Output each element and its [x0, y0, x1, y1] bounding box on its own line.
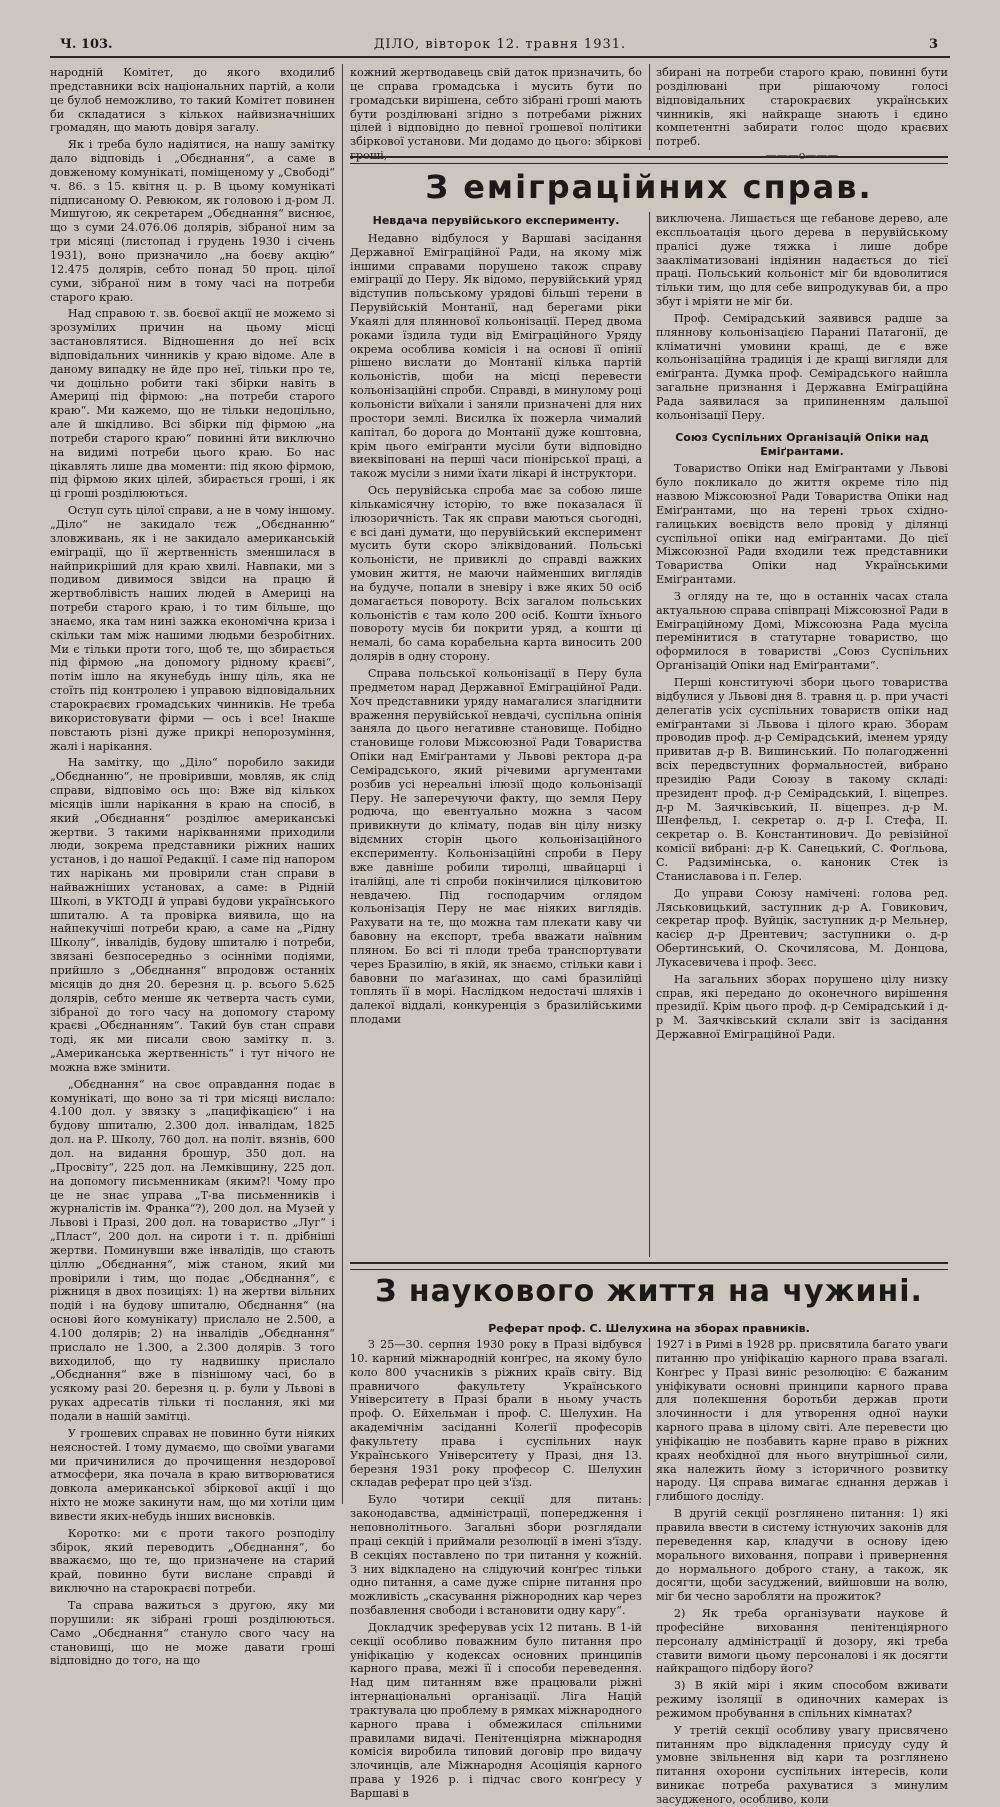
emigration-paragraph: Проф. Семірадський заявився радше за пляннову кольонізацією Параниі Патагонії, де кліматичні умовини кращі, де є вже кольонізаційна традиція і де кращі вигляди для еміґранта. Думка проф. Семірадського найшла загальне признання і Державна Еміграційна Рада заявилася за припиненням дальшої кольонізації Перу.	[656, 311, 948, 422]
column-rule	[649, 64, 650, 150]
science-paragraph: З 25—30. серпня 1930 року в Празі відбувся 10. карний міжнародній конґрес, на якому було коло 800 учасників з ріжних країв світу. Від правничого факультету Українського Університету в Празі брали в ньому участь проф. О. Ейхельман і проф. С. Шелухин. На академічнім засіданні Колеґії професорів факультету права і суспільних наук Українського Університету у Празі, дня 13. березня 1931 року професор С. Шелухин складав реферат про цей з'їзд.	[350, 1338, 642, 1490]
emigration-middle-column	[350, 212, 642, 1254]
science-paragraph: 3) В якій мірі і яким способом вживати режиму ізоляції в одиночних камерах із режимом пробування в спільних кімнатах?	[656, 1679, 948, 1720]
left-column	[50, 66, 335, 1668]
section-headline-emigration: З еміграційних справ.	[425, 168, 873, 206]
science-paragraph: У третій секції особливу увагу присвячено питанням про відкладення присуду суду й умовне звільнення від кари та розглянено питання охорони суспільних інтересів, коли виникає потреба рахуватися з минулим засудженого, особливо, коли	[656, 1723, 948, 1806]
page-number: 3	[928, 37, 938, 52]
section-headline-science: З наукового життя на чужині.	[375, 1274, 923, 1309]
sub-headline: Невдача перувійського експерименту.	[372, 214, 620, 227]
continued-paragraph: кожний жертводавець свій даток призначить, бо це справа громадська і мусить бути по громадськи вирішена, себто зібрані гроші мають бути розділювані згідно з потребами ріжних цілей і відповідно до певної грошевої політики збіркової установи. Ми додамо до цього: збіркові гроші,	[350, 66, 642, 163]
emigration-paragraph: Товариство Опіки над Еміґрантами у Львові було покликало до життя окреме тіло під назвою Міжсоюзної Ради Товариства Опіки над Еміґрантами, що на терені трьох східно-галицьких воєвідств вело провід у ділянці суспільної опіки над еміґрантами. До цієї Міжсоюзної Ради входили теж представники Товариства Опіки над Українськими Еміґрантами.	[656, 462, 948, 587]
left-paragraph: У грошевих справах не повинно бути ніяких неясностей. І тому думаємо, що своїми увагами ми причинилися до прочищення нездорової атмосфери, яка почала в краю витворюватися довкола американської збіркової акції і що ніхто не може закинути нам, що ми хотіли цим вивести яких-небудь інших висновків.	[50, 1426, 335, 1523]
emigration-paragraph: З огляду на те, що в останніх часах стала актуальною справа співпраці Міжсоюзної Ради в Еміграційному Домі, Міжсоюзна Рада мусіла перемінитися в статутарне товариство, що оформилося в товаристві „Союз Суспільних Організацій Опіки над Еміґрантами“.	[656, 589, 948, 673]
top-middle-text	[350, 66, 642, 163]
science-paragraph: Докладчик зреферував усіх 12 питань. В 1-ій секції особливо поважним було питання про уніфікацію у кодексах основних принципів карного права, межі її і способи переведення. Над цим питанням вже працювали ріжні інтернаціональні організації. Ліга Націй трактувала цю проблему в рямках міжнародного карного права і обмежилася спільними правилами видачі. Пенітенціярна міжнародня комісія виробила типовий договір про видачу злочинців, але Міжнародня Асоціяція карного права у 1926 р. і підчас свого конґресу у Варшаві в	[350, 1620, 642, 1800]
left-paragraph: Коротко: ми є проти такого розподілу збірок, який переводить „Обєднання“, бо вважаємо, що те, що призначене на старий край, повинно бути вислане справді й виключно на старокраєві потреби.	[50, 1526, 335, 1596]
left-paragraph: Та справа важиться з другою, яку ми порушили: як зібрані гроші розділюються. Само „Обєднання“ стануло свого часу на становищі, що не може давати гроші відповідно до того, на що	[50, 1598, 335, 1668]
emigration-paragraph: На загальних зборах порушено цілу низку справ, які передано до оконечного вирішення президії. Крім цього проф. д-р Семірадський і д-р М. Заячківський склали звіт із засідання Державної Еміграційної Ради.	[656, 972, 948, 1042]
science-paragraph: Було чотири секції для питань: законодавства, адміністрації, попередження і неповнолітнього. Загальні збори розглядали праці секцій і приймали резолюції в імені з'їзду. В секціях поставлено по три питання у кожній. З них відкладено на слідуючий конґрес тільки одно питання, а саме дуже спірне питання про можливість „скасування ріжнородних кар через позбавлення свободи і встановити одну кару“.	[350, 1493, 642, 1618]
page-header	[50, 34, 950, 58]
sub-headline: Реферат проф. С. Шелухина на зборах правників.	[488, 1322, 810, 1335]
section-divider	[350, 1262, 948, 1270]
ornament: ———o———	[765, 149, 839, 163]
issue-number: Ч. 103.	[60, 37, 113, 52]
emigration-right-column	[656, 212, 948, 1254]
emigration-paragraph: Перші конституючі збори цього товариства відбулися у Львові дня 8. травня ц. р. при участі делегатів усіх суспільних товариств опіки над еміґрантами зі Львова і цілого краю. Зборам проводив проф. д-р Семірадський, іменем уряду привитав д-р В. Вишинський. По полагодженні всіх передвступних формальностей, вибрано президію Ради Союзу в такому складі: президент проф. д-р Семірадський, І. віцепрез. д-р М. Заячківський, ІІ. віцепрез. д-р М. Шенфельд, І. секретар о. д-р І. Стефа, ІІ. секретар о. В. Константинович. До ревізійної комісії вибрані: д-р К. Санецький, С. Фоґльова, С. Радзимінська, о. каноник Стек із Станиславова і п. Гелер.	[656, 676, 948, 883]
science-paragraph: 1927 і в Римі в 1928 рр. присвятила багато уваги питанню про уніфікацію карного права взагалі. Конґрес у Празі виніс резолюцію: Є бажаним уніфікувати основні принципи карного права для полекшення боротьби держав проти злочинности і для утворення одної науки карного права в цілому світі. Але перевести цю уніфікацію не позбавить карне право в ріжних краях необхідної для нього внутрішньої сили, яка належить йому з історичного розвитку народу. Ця справа вимагає єднання держав і глибшого досліду.	[656, 1338, 948, 1504]
sub-headline: Союз Суспільних Організацій Опіки над Еміґрантами.	[675, 430, 929, 458]
left-paragraph: „Обєднання“ на своє оправдання подає в комунікаті, що воно за ті три місяці вислало: 4.100 дол. у звязку з „пацифікацією“ і на будову шпиталю, 2.300 дол. інвалідам, 1825 дол. на Р. Школу, 760 дол. на політ. вязнів, 600 дол. на видання брошур, 350 дол. на „Просвіту“, 225 дол. на Лемківщину, 225 дол. на допомогу письменникам (яким?! Чому про це не знає управа „Т-ва письменників і журналістів ім. Франка“?), 200 дол. на Музей у Львові і Празі, 200 дол. на товариство „Луг“ і „Пласт“, 200 дол. на сироти і т. п. дрібніші жертви. Поминувши вже інвалідів, що стають ціллю „Обєднання“, між станом, який ми провірили і тим, що подає „Обєднання“, є ріжниця в двох позиціях: 1) на жертви вільних подій і на будову шпиталю, Обєднання“ (на основі його комунікату) прислало не 2.500, а 4.100 долярів; 2) на інвалідів „Обєднання“ прислало не 1.300, а 2.300 долярів. З того виходилоб, що ту надвишку прислало „Обєднання“ вже в пізнішому часі, бо в усякому разі 20. березня ц. р. були у Львові в руках адресатів тільки ті послання, які ми подали в нашій замітці.	[50, 1077, 335, 1423]
left-paragraph: Оступ суть цілої справи, а не в чому іншому. „Діло“ не закидало тєж „Обєднанню“ зловживань, як і не закидало американській еміграції, що її жертвенність зменшилася в найприкріший для краю хвилі. Навпаки, ми з подивом дивимося звідси на працю й жертвоблівість наших людей в Америці на потреби старого краю, і то тим більше, що знаємо, яка там нині зажка економічна криза і скільки там між нашими людьми безробітних. Ми є тільки проти того, щоб те, що збирається під фірмою „на допомогу рідному краєві“, потім ішло на якунебудь іншу ціль, яка не стоїть під контролею і управою відповідальних старокраєвих громадських чинників. Не треба використовувати фірми — ось і все! Інакше повстають різні дуже прикрі непорозуміння, жалі і нарікання.	[50, 504, 335, 753]
left-paragraph: Як і треба було надіятися, на нашу замітку дало відповідь і „Обєднання“, а саме в довженому комунікаті, поміщеному у „Свободі“ ч. 86. з 15. квітня ц. р. В цьому комунікаті підписаному О. Ревюком, як головою і д-ром Л. Мишугою, як секретарем „Обєднання“ виснює, що з суми 24.076.06 долярів, зібраної ним за три місяці (листопад і грудень 1930 і січень 1931), воно призначило „на боєву акцію“ 12.475 долярів, себто понад 50 проц. цілої суми, зібраної ним в тому часі на потреби старого краю.	[50, 138, 335, 304]
science-middle-column	[350, 1338, 642, 1800]
emigration-paragraph: Ось перувійська спроба має за собою лише кількамісячну історію, то вже показалася її ілюзоричність. Так як справи маються сьогодні, є всі дані думати, що перувійський експеримент мусить бути скоро зліквідований. Польські кольоністи, не привиклі до справді важких умовин життя, не маючи найменших виглядів на будуче, попали в зневіру і вже яких 50 осіб домагається повороту. Всіх загалом польських кольоністів є там коло 200 осіб. Кошти їхнього повороту мусів би покрити уряд, а кошти ці немалі, бо сама корабельна карта виносить 200 долярів в одну сторону.	[350, 484, 642, 664]
left-paragraph: Над справою т. зв. боєвої акції не можемо зі зрозумілих причин на цьому місці застановлятися. Відношення до неї всіх відповідальних чинників у краю відоме. Але в даному випадку не йде про неї, тільки про те, чи доцільно робити такі збірки навіть в Америці під фірмою: „на потреби старого краю“. Ми кажемо, що не тільки недоцільно, але й шкідливо. Всі збірки під фірмою „на потреби старого краю“ повинні йти виключно на видимі потреби цього краю. Бо нас цікавлять лише два моменти: під якою фірмою, під фірмою яких цілей, збирається гроші, і як ці гроші розділюються.	[50, 307, 335, 501]
masthead: ДІЛО, вівторок 12. травня 1931.	[373, 37, 627, 52]
section-divider	[350, 156, 948, 164]
science-paragraph: 2) Як треба організувати наукове й професійне виховання пенітенціярного персоналу адміністрації й дозору, які треба ставити вимоги цьому персоналові і як досягти найкращого підбору його?	[656, 1607, 948, 1676]
science-paragraph: В другій секції розглянено питання: 1) які правила ввести в систему істнуючих законів для переведення кар, кладучи в основу ідею морального виховання, поправи і привернення до нормального доброго стану, а також, як досягти, щоби засуджений, вийшовши на волю, міг би чесно заробляти на прожиток?	[656, 1507, 948, 1604]
science-right-column	[656, 1338, 948, 1806]
emigration-paragraph: виключена. Лишається ще гебанове дерево, але експльоатація цього дерева в перувійському пралісі дуже тяжка і лише добре заакліматизовані індіянин надається до тієї праці. Польський кольоніст міг би вдоволитися тільки тим, що для себе випродукував би, а про збут і мріяти не міг би.	[656, 212, 948, 309]
left-paragraph: На замітку, що „Діло“ поробило закиди „Обєднанню“, не провіривши, мовляв, як слід справи, відповімо ось що: Вже від кількох місяців ішли нарікання в краю на спосіб, в який „Обєднання“ розділює американські жертви. З такими нарікваннями приходили люди, зокрема представники ріжних наших установ, і до нашої Редакції. І саме під напором тих нарікань ми провірили стан справи в найважніших установах, а саме: в Рідній Школі, в УКТОДІ й управі будови українського шпиталю. А та провірка виявила, що на найпекучіші потреби краю, а саме на „Рідну Школу“, інвалідів, будову шпиталю і потреби, звязані безпосередньо з осінніми подіями, прийшло з „Обєднання“ впродовж останніх місяців до дня 20. березня ц. р. всього 5.625 долярів, себто менше як четверта часть суми, зібраної до того часу на допомогу старому краєві „Обєднанням“. Такий був стан справи тоді, як ми писали свою замітку п. з. „Американська жертвенність“ і тут нічого не можна вже змінити.	[50, 756, 335, 1074]
top-right-text	[656, 66, 948, 163]
left-paragraph: народній Комітет, до якого входилиб представники всіх національних партій, а коли це булоб неможливо, то такий Комітет повинен би складатися з кількох найвизначніших громадян, що мають довіря загалу.	[50, 66, 335, 135]
column-rule	[342, 64, 343, 1504]
continued-paragraph: збирані на потреби старого краю, повинні бути розділювані при рішаючому голосі відповідальних старокраєвих українських чинників, які найкраще знають і єдино компетентні забирати голос щодо краєвих потреб.	[656, 66, 948, 149]
column-rule	[649, 1338, 650, 1506]
emigration-paragraph: До управи Союзу намічені: голова ред. Ляськовицький, заступник д-р А. Говикович, секретар проф. Вуйцік, заступник д-р Мельнер, касієр д-р Дрентевич; заступники о. д-р Обертинський, О. Скочилясова, М. Донцова, Лукасевичева і проф. Зеєс.	[656, 886, 948, 969]
column-rule	[649, 212, 650, 1257]
emigration-paragraph: Недавно відбулося у Варшаві засідання Державної Еміграційної Ради, на якому між іншими справами порушено також справу еміграції до Перу. Як відомо, перувійський уряд відступив польському урядові більші терени в Перувійській Монтанії, над берегами ріки Укаялі для пляннової кольонізації. Перед двома роками їздила туди від Еміграційного Уряду окрема особлива комісія і на основі її опінії рішено вислати до Монтанії кілька партій кольоністів, щоби на місці перевести кольонізаційні спроби. Справді, в минулому році кольоністи виїхали і заняли призначені для них простори землі. Висилка їх пожерла чималий капітал, бо дорога до Монтанії дуже коштовна, крім цього еміґранти мусіли бути відповідно виеквіповані на перші часи піонірської праці, а також мусіли з ними їхати лікарі й інструктори.	[350, 231, 642, 481]
emigration-paragraph: Справа польської кольонізації в Перу була предметом нарад Державної Еміграційної Ради. Хоч представники уряду намагалися злагіднити враження перувійської невдачі, суспільна опінія заняла до цього негативне становище. Побідно становище голови Міжсоюзної Ради Товариства Опіки над Еміґрантами у Львові ректора д-ра Семірадського, який річевими аргументами розбив усі нереальні ілюзії щодо кольонізації Перу. Не заперечуючи факту, що земля Перу родюча, що евентуально можна з часом привикнути до клімату, подав він цілу низку відємних сторін цього кольонізаційного експерименту. Кольонізаційні спроби в Перу вже давніше робили тиролці, швайцарці і італійці, але ті спроби покінчилися цілковитою невдачею. Під господарчим оглядом кольонізація Перу не має ніяких виглядів. Рахувати на те, що можна там плекати каву чи бавовну на експорт, треба вважати наївним пляном. Бо всі ті плоди треба транспортувати через Бразилію, в якій, як знаємо, стільки кави і бавовни по маґазинах, що самі бразилійці топлять її в морі. Наслідком недостачі шляхів і далекої віддалі, конкуренція з бразилійськими плодами	[350, 667, 642, 1027]
